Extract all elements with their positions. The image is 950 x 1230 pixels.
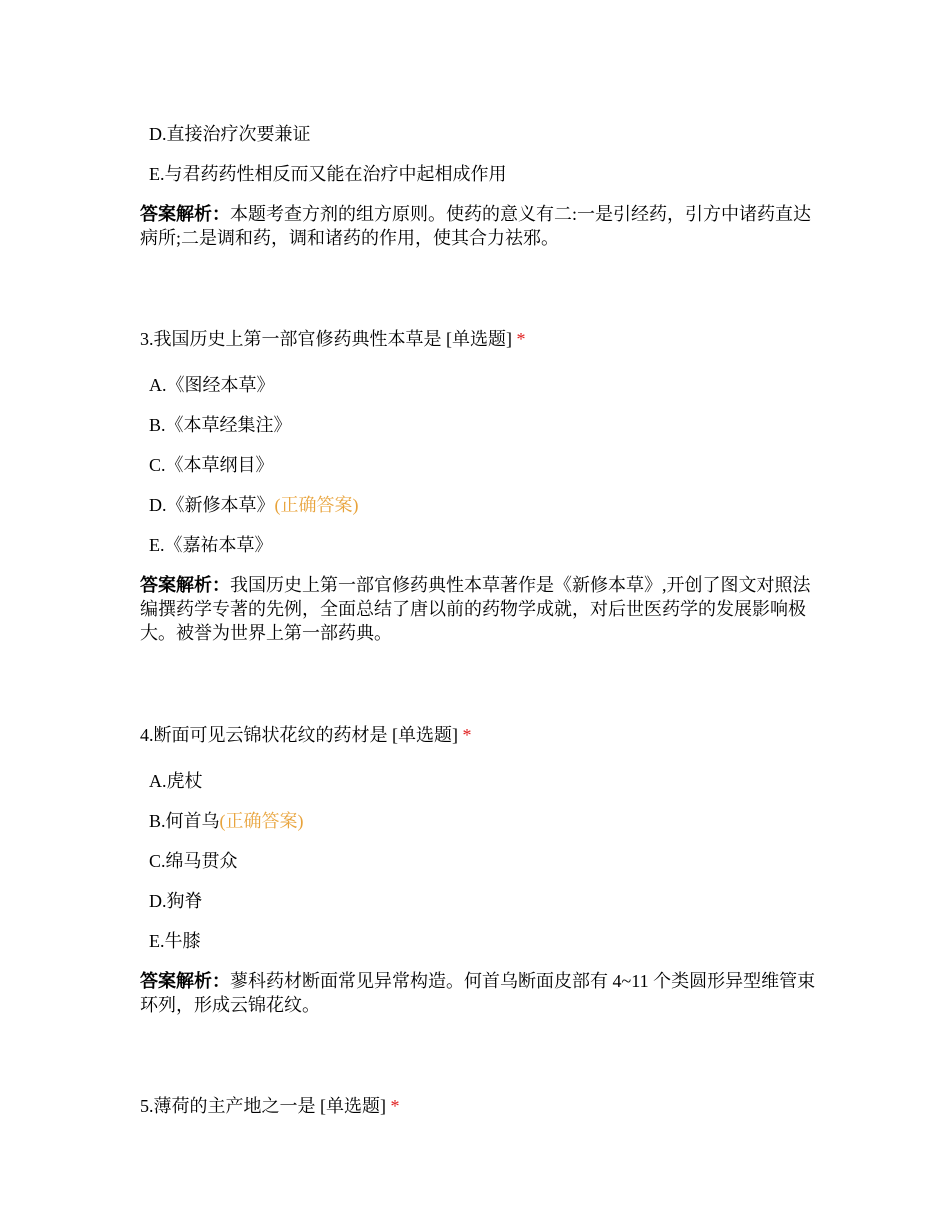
q3-required-mark: *: [516, 329, 526, 349]
q2-analysis: [140, 202, 820, 250]
q2-analysis-label: 答案解析：: [140, 204, 230, 224]
q3-option-e: E.《嘉祐本草》: [149, 535, 273, 555]
q4-question: [140, 723, 472, 747]
q4-option-c: C.绵马贯众: [149, 851, 238, 871]
q3-analysis: [140, 573, 820, 645]
q4-question-text: 4.断面可见云锦状花纹的药材是 [单选题]: [140, 725, 463, 745]
q3-analysis-text: 我国历史上第一部官修药典性本草著作是《新修本草》,开创了图文对照法编撰药学专著的先例，全面总结了唐以前的药物学成就，对后世医药学的发展影响极大。被誉为世界上第一部药典。: [140, 575, 811, 643]
q2-option-e: E.与君药药性相反而又能在治疗中起相成作用: [149, 164, 507, 184]
q4-option-b-text: B.何首乌: [149, 811, 220, 831]
q3-option-d-text: D.《新修本草》: [149, 495, 275, 515]
q5-question-text: 5.薄荷的主产地之一是 [单选题]: [140, 1096, 391, 1116]
q3-correct-answer-label: (正确答案): [274, 495, 359, 515]
q4-option-d: D.狗脊: [149, 891, 203, 911]
q2-option-d: D.直接治疗次要兼证: [149, 124, 311, 144]
q4-analysis-label: 答案解析：: [140, 971, 230, 991]
q4-option-b: [149, 809, 304, 833]
q3-option-c: C.《本草纲目》: [149, 455, 274, 475]
q4-option-e: E.牛膝: [149, 931, 201, 951]
q4-correct-answer-label: (正确答案): [219, 811, 304, 831]
q2-analysis-text: 本题考查方剂的组方原则。使药的意义有二:一是引经药，引方中诸药直达病所;二是调和药，调和诸药的作用，使其合力祛邪。: [140, 204, 811, 248]
q3-question-text: 3.我国历史上第一部官修药典性本草是 [单选题]: [140, 329, 517, 349]
q3-option-b: B.《本草经集注》: [149, 415, 292, 435]
q3-option-d: [149, 493, 359, 517]
q4-analysis: [140, 969, 820, 1017]
q5-question: [140, 1094, 400, 1118]
q5-required-mark: *: [390, 1096, 400, 1116]
q4-analysis-text: 蓼科药材断面常见异常构造。何首乌断面皮部有 4~11 个类圆形异型维管束环列，形成云锦花纹。: [140, 971, 816, 1015]
q4-required-mark: *: [462, 725, 472, 745]
q3-option-a: A.《图经本草》: [149, 375, 275, 395]
q3-analysis-label: 答案解析：: [140, 575, 230, 595]
q4-option-a: A.虎杖: [149, 771, 203, 791]
q3-question: [140, 327, 526, 351]
